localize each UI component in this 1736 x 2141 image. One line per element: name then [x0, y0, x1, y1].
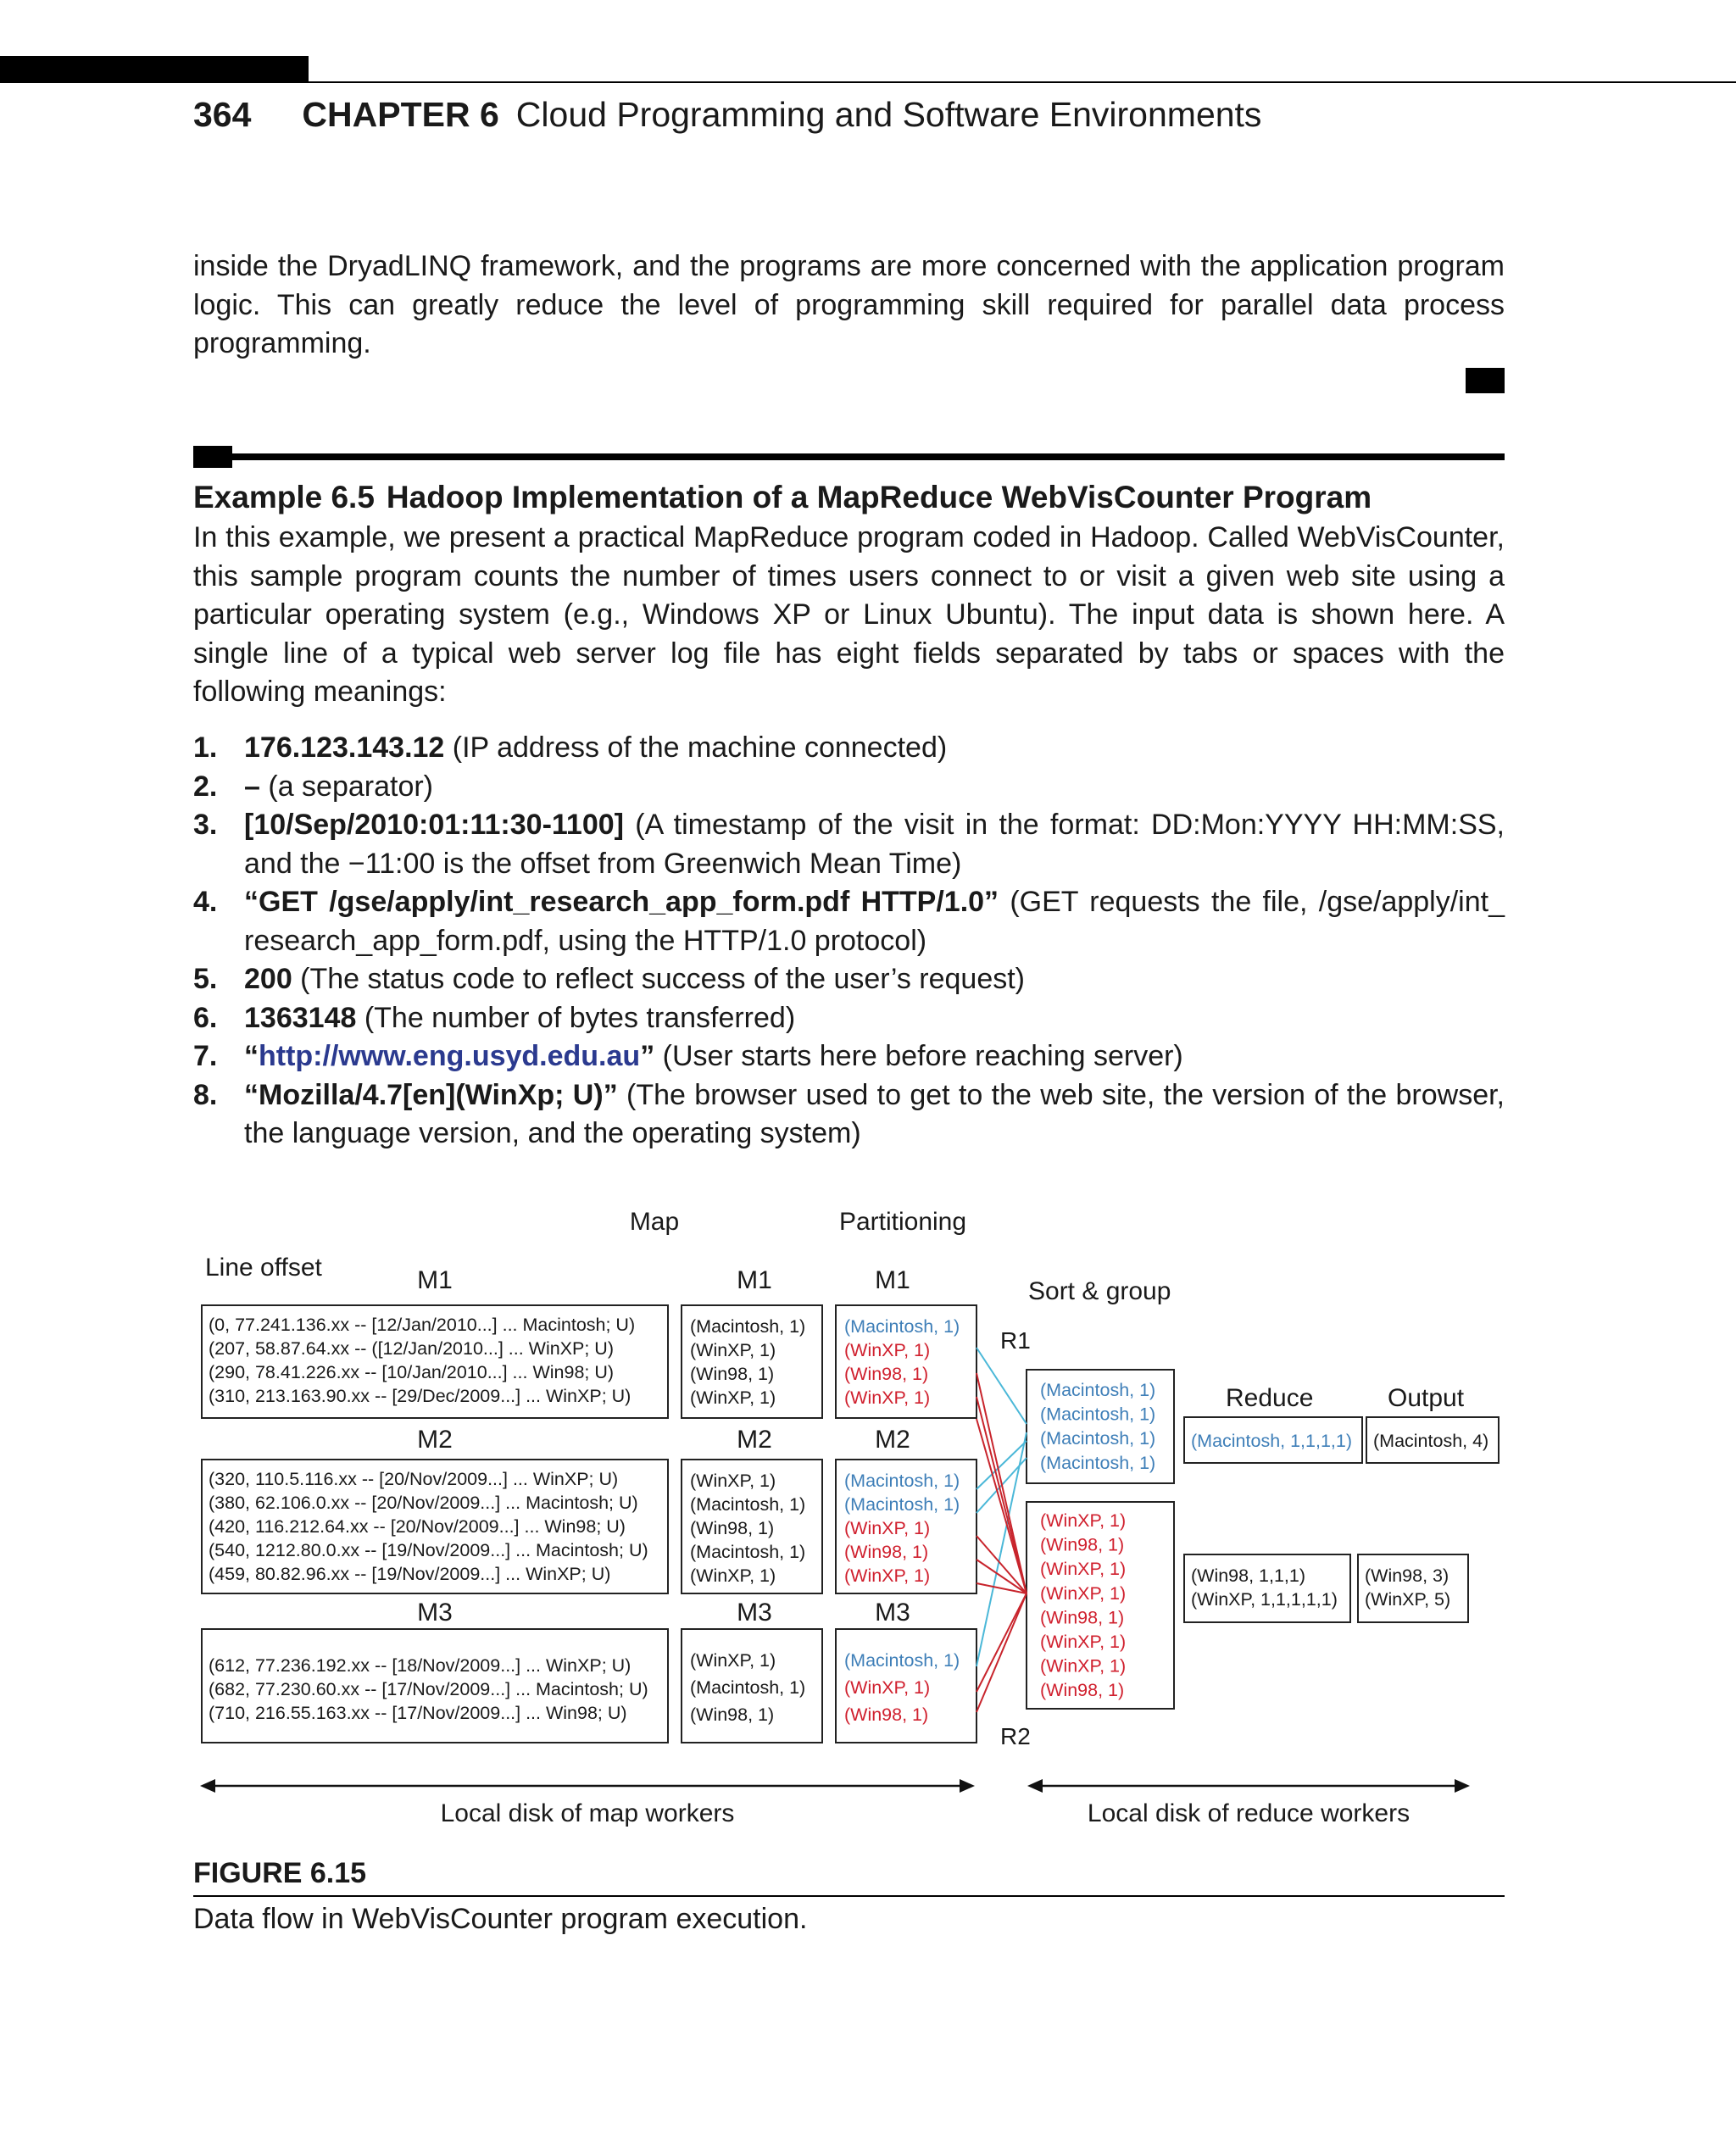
input-record-line: (310, 213.163.90.xx -- [29/Dec/2009...] ... WinXP; U): [209, 1386, 632, 1406]
map-workers-arrow-left-head: [200, 1779, 215, 1793]
field-value: [10/Sep/2010:01:11:30-1100]: [244, 809, 624, 841]
list-number: 4.: [193, 886, 218, 918]
input-record-line: (682, 77.230.60.xx -- [17/Nov/2009...] ... Macintosh; U): [209, 1679, 648, 1699]
list-number: 2.: [193, 770, 218, 803]
partitioning-label: Partitioning: [838, 1208, 967, 1236]
grouped-pair-line: (Macintosh, 1): [1040, 1380, 1156, 1400]
list-number: 7.: [193, 1040, 218, 1072]
field-value: “Mozilla/4.7[en](WinXp; U)”: [244, 1078, 618, 1111]
grouped-pair-line: (WinXP, 1): [1040, 1655, 1127, 1677]
field-value: “GET /gse/apply/int_research_app_form.pdf HTTP/1.0”: [244, 886, 999, 918]
partition-pair-line: (Macintosh, 1): [844, 1650, 960, 1671]
grouped-pair-line: (Win98, 1): [1040, 1680, 1125, 1701]
grouped-pair-line: (WinXP, 1): [1040, 1559, 1127, 1580]
map-pair-line: (WinXP, 1): [690, 1565, 776, 1586]
figure-rule: [193, 1895, 1505, 1897]
grouped-pair-line: (Macintosh, 1): [1040, 1452, 1156, 1473]
grouped-pair-line: (Win98, 1): [1040, 1607, 1125, 1628]
field-value: 1363148: [244, 1001, 357, 1034]
open-quote: “: [244, 1040, 259, 1072]
map-pair-line: (WinXP, 1): [690, 1340, 776, 1360]
field-description: (a separator): [259, 770, 434, 803]
input-record-line: (710, 216.55.163.xx -- [17/Nov/2009...] ... Win98; U): [209, 1703, 627, 1723]
input-record-line: (612, 77.236.192.xx -- [18/Nov/2009...] ... WinXP; U): [209, 1655, 632, 1676]
partition-pair-line: (Macintosh, 1): [844, 1316, 960, 1337]
referrer-link[interactable]: http://www.eng.usyd.edu.au: [259, 1040, 641, 1072]
reduce-list-line: (WinXP, 1,1,1,1,1): [1191, 1589, 1338, 1610]
output-box: [1358, 1554, 1468, 1622]
figure-caption: Data flow in WebVisCounter program execution.: [193, 1903, 808, 1935]
r1-label: R1: [1000, 1327, 1031, 1354]
partition-block-title: M1: [875, 1266, 910, 1294]
output-label: Output: [1388, 1384, 1465, 1412]
line-offset-label: Line offset: [205, 1254, 322, 1282]
field-description: (The browser used to get to the web site, the version of the browser, the language version, and the operating system): [244, 1078, 1505, 1149]
field-description: (The status code to reflect success of the user’s request): [292, 963, 1025, 995]
reduce-list-line: (Macintosh, 1,1,1,1): [1191, 1431, 1353, 1451]
chapter-title: Cloud Programming and Software Environments: [515, 95, 1262, 134]
partition-pair-line: (WinXP, 1): [844, 1518, 931, 1538]
field-description: (The number of bytes transferred): [356, 1001, 796, 1034]
map-block-title: M1: [737, 1266, 772, 1294]
partition-pair-line: (WinXP, 1): [844, 1340, 931, 1360]
field-value: –: [244, 770, 260, 803]
map-pair-line: (WinXP, 1): [690, 1650, 776, 1671]
partition-pair-line: (Macintosh, 1): [844, 1494, 960, 1515]
reduce-label: Reduce: [1226, 1384, 1314, 1412]
local-disk-reduce-label: Local disk of reduce workers: [1087, 1799, 1410, 1827]
field-description: (GET requests the file, /gse/apply/int_ research_app_form.pdf, using the HTTP/1.0 protocol): [244, 886, 1505, 957]
partition-pair-line: (Win98, 1): [844, 1704, 929, 1725]
input-record-line: (540, 1212.80.0.xx -- [19/Nov/2009...] ... Macintosh; U): [209, 1540, 648, 1560]
map-pair-line: (WinXP, 1): [690, 1387, 776, 1408]
grouped-pair-line: (WinXP, 1): [1040, 1582, 1127, 1604]
map-block-title: M2: [737, 1426, 772, 1454]
list-number: 6.: [193, 1001, 218, 1034]
grouped-pair-line: (WinXP, 1): [1040, 1510, 1127, 1531]
r2-label: R2: [1000, 1723, 1031, 1749]
reduce-workers-arrow-left-head: [1027, 1779, 1043, 1793]
macintosh-partition-link: [976, 1348, 1027, 1424]
input-record-line: (420, 116.212.64.xx -- [20/Nov/2009...] ... Win98; U): [209, 1516, 626, 1537]
map-pair-line: (Win98, 1): [690, 1364, 775, 1384]
partition-block-title: M2: [875, 1426, 910, 1454]
grouped-pair-line: (Macintosh, 1): [1040, 1428, 1156, 1449]
partition-pair-line: (Win98, 1): [844, 1542, 929, 1562]
field-value: 176.123.143.12: [244, 731, 445, 764]
windows-partition-link: [976, 1373, 1027, 1593]
close-quote: ”: [640, 1040, 655, 1072]
list-number: 3.: [193, 809, 218, 841]
windows-partition-link: [976, 1419, 1027, 1593]
sort-group-box: [1027, 1502, 1174, 1709]
map-pair-line: (Macintosh, 1): [690, 1677, 806, 1698]
page-number: 364: [193, 95, 252, 134]
grouped-pair-line: (WinXP, 1): [1040, 1632, 1127, 1652]
example-label: Example 6.5: [193, 480, 375, 514]
input-record-line: (0, 77.241.136.xx -- [12/Jan/2010...] ... Macintosh; U): [209, 1315, 636, 1335]
input-block-title: M1: [417, 1266, 453, 1294]
partition-pair-line: (Win98, 1): [844, 1364, 929, 1384]
windows-partition-link: [976, 1593, 1027, 1692]
map-pair-line: (Macintosh, 1): [690, 1542, 806, 1562]
input-block-title: M2: [417, 1426, 453, 1454]
output-count-line: (Macintosh, 4): [1373, 1431, 1489, 1451]
field-value: 200: [244, 963, 292, 995]
input-block-title: M3: [417, 1599, 453, 1627]
figure-label: FIGURE 6.15: [193, 1857, 367, 1889]
macintosh-partition-link: [976, 1432, 1027, 1666]
partition-pair-line: (WinXP, 1): [844, 1387, 931, 1408]
list-number: 1.: [193, 731, 218, 764]
windows-partition-link: [976, 1593, 1027, 1712]
grouped-pair-line: (Win98, 1): [1040, 1534, 1125, 1555]
intro-paragraph: inside the DryadLINQ framework, and the programs are more concerned with the application program logic. This can greatly reduce the level of programming skill required for parallel data process programming.: [193, 250, 1505, 359]
output-count-line: (WinXP, 5): [1365, 1589, 1451, 1610]
sort-group-label: Sort & group: [1028, 1277, 1171, 1305]
reduce-box: [1184, 1554, 1350, 1622]
field-description: (User starts here before reaching server): [654, 1040, 1183, 1072]
list-number: 5.: [193, 963, 218, 995]
example-heading: Hadoop Implementation of a MapReduce WebVisCounter Program: [386, 480, 1372, 514]
map-pair-line: (Macintosh, 1): [690, 1494, 806, 1515]
reduce-list-line: (Win98, 1,1,1): [1191, 1565, 1306, 1586]
reduce-workers-arrow-right-head: [1455, 1779, 1470, 1793]
map-workers-arrow-right-head: [960, 1779, 975, 1793]
partition-pair-line: (WinXP, 1): [844, 1565, 931, 1586]
local-disk-map-label: Local disk of map workers: [440, 1799, 735, 1827]
output-count-line: (Win98, 3): [1365, 1565, 1449, 1586]
input-record-line: (290, 78.41.226.xx -- [10/Jan/2010...] ... Win98; U): [209, 1362, 615, 1382]
partition-block-title: M3: [875, 1599, 910, 1627]
input-record-line: (320, 110.5.116.xx -- [20/Nov/2009...] ... WinXP; U): [209, 1469, 619, 1489]
map-pair-line: (Macintosh, 1): [690, 1316, 806, 1337]
partition-pair-line: (WinXP, 1): [844, 1677, 931, 1698]
input-record-line: (207, 58.87.64.xx -- ([12/Jan/2010...] ... WinXP; U): [209, 1338, 614, 1359]
map-pair-line: (Win98, 1): [690, 1518, 775, 1538]
field-description: (A timestamp of the visit in the format: DD:Mon:YYYY HH:MM:SS, and the −11:00 is the offset from Greenwich Mean Time): [244, 809, 1505, 880]
grouped-pair-line: (Macintosh, 1): [1040, 1404, 1156, 1425]
chapter-label: CHAPTER 6: [302, 95, 499, 134]
input-record-line: (380, 62.106.0.xx -- [20/Nov/2009...] ... Macintosh; U): [209, 1493, 638, 1513]
map-pair-line: (Win98, 1): [690, 1704, 775, 1725]
field-description: (IP address of the machine connected): [444, 731, 948, 764]
map-pair-line: (WinXP, 1): [690, 1471, 776, 1491]
map-label: Map: [629, 1208, 680, 1236]
partition-pair-line: (Macintosh, 1): [844, 1471, 960, 1491]
list-number: 8.: [193, 1078, 218, 1111]
input-record-line: (459, 80.82.96.xx -- [19/Nov/2009...] ... WinXP; U): [209, 1564, 611, 1584]
map-block-title: M3: [737, 1599, 772, 1627]
example-paragraph: In this example, we present a practical MapReduce program coded in Hadoop. Called WebVisCounter, this sample program counts the number of times users connect to or visit a given web site using a particular operating system (e.g., Windows XP or Linux Ubuntu). The input data is shown here. A single line of a typical web server log file has eight fields separated by tabs or spaces with the following meanings:: [193, 521, 1505, 708]
